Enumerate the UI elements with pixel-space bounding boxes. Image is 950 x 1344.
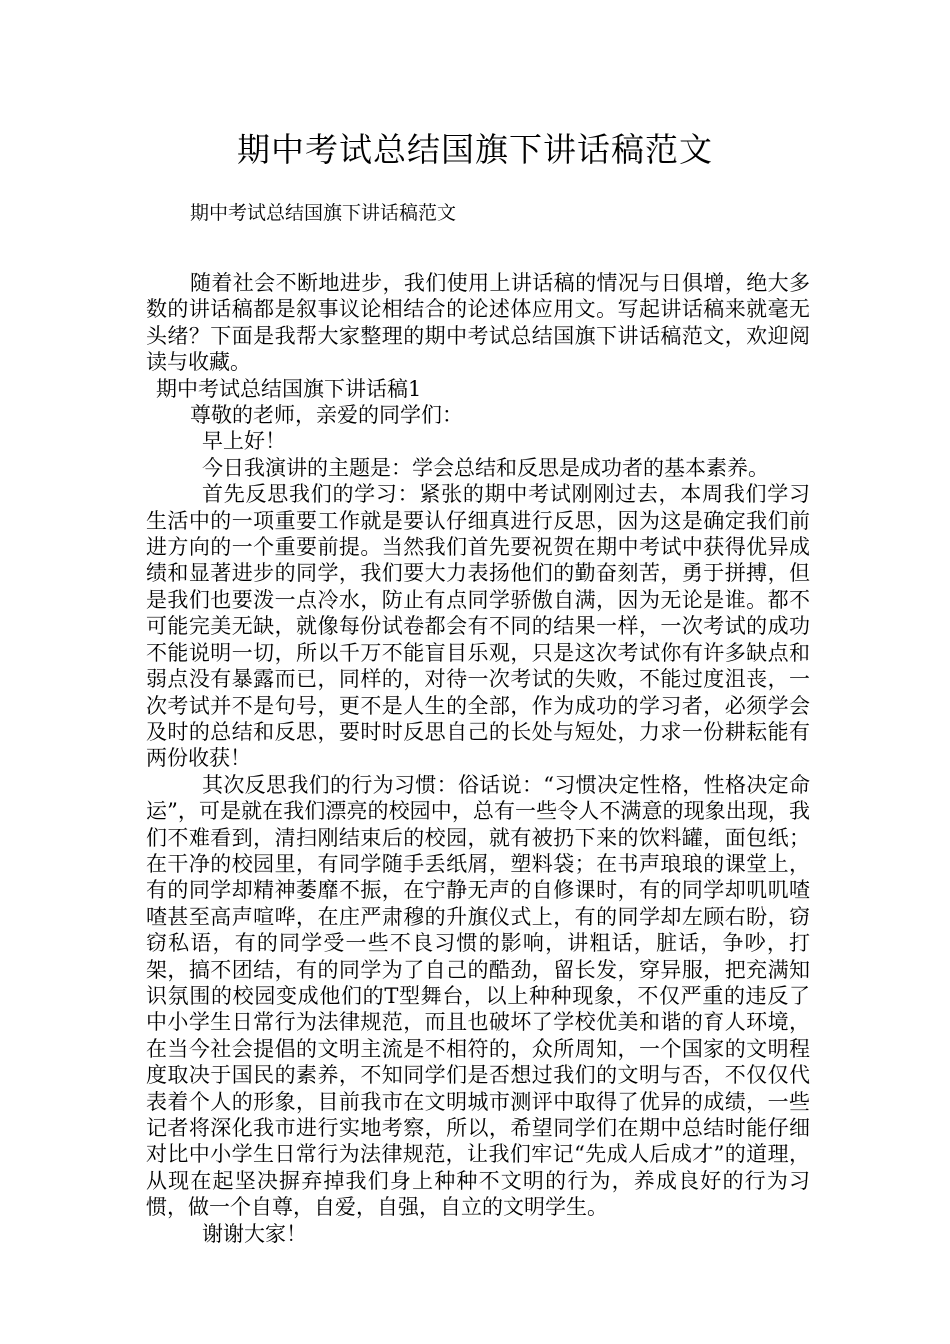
document-title: 期中考试总结国旗下讲话稿范文 [237,130,713,169]
salutation: 尊敬的老师，亲爱的同学们： [190,403,463,428]
closing-line: 谢谢大家！ [202,1221,307,1246]
body-paragraph-habits: 其次反思我们的行为习惯：俗话说：“习惯决定性格，性格决定命运”，可是就在我们漂亮的校园中，总有一些令人不满意的现象出现，我们不难看到，清扫刚结束后的校园，就有被扔下来的饮料罐，面包纸；在干净的校园里，有同学随手丢纸屑，塑料袋；在书声琅琅的课堂上，有的同学却精神萎靡不振，在宁静无声的自修课时，有的同学却叽叽喳喳甚至高声喧哗，在庄严肃穆的升旗仪式上，有的同学却左顾右盼，窃窃私语，有的同学受一些不良习惯的影响，讲粗话，脏话，争吵，打架，搞不团结，有的同学为了自己的酷劲，留长发，穿异服，把充满知识氛围的校园变成他们的T型舞台，以上种种现象，不仅严重的违反了中小学生日常行为法律规范，而且也破坏了学校优美和谐的育人环境，在当今社会提倡的文明主流是不相符的，众所周知，一个国家的文明程度取决于国民的素养，不知同学们是否想过我们的文明与否，不仅仅代表着个人的形象，目前我市在文明城市测评中取得了优异的成绩，一些记者将深化我市进行实地考察，所以，希望同学们在期中总结时能仔细对比中小学生日常行为法律规范，让我们牢记“先成人后成才”的道理，从现在起坚决摒弃掉我们身上种种不文明的行为，养成良好的行为习惯，做一个自尊，自爱，自强，自立的文明学生。 [146,772,810,1220]
section-heading: 期中考试总结国旗下讲话稿1 [156,376,422,401]
theme-paragraph: 今日我演讲的主题是：学会总结和反思是成功者的基本素养。 [202,455,769,480]
document-subtitle: 期中考试总结国旗下讲话稿范文 [190,202,457,224]
greeting: 早上好！ [202,429,286,454]
document-body [146,270,810,1247]
intro-paragraph: 随着社会不断地进步，我们使用上讲话稿的情况与日俱增，绝大多数的讲话稿都是叙事议论相结合的论述体应用文。写起讲话稿来就毫无头绪？下面是我帮大家整理的期中考试总结国旗下讲话稿范文，欢迎阅读与收藏。 [146,271,810,375]
body-paragraph-study: 首先反思我们的学习：紧张的期中考试刚刚过去，本周我们学习生活中的一项重要工作就是要认仔细真进行反思，因为这是确定我们前进方向的一个重要前提。当然我们首先要祝贺在期中考试中获得优异成绩和显著进步的同学，我们要大力表扬他们的勤奋刻苦，勇于拼搏，但是我们也要泼一点冷水，防止有点同学骄傲自满，因为无论是谁。都不可能完美无缺，就像每份试卷都会有不同的结果一样，一次考试的成功不能说明一切，所以千万不能盲目乐观，只是这次考试你有许多缺点和弱点没有暴露而已，同样的，对待一次考试的失败，不能过度沮丧，一次考试并不是句号，更不是人生的全部，作为成功的学习者，必须学会及时的总结和反思，要时时反思自己的长处与短处，力求一份耕耘能有两份收获！ [146,482,810,771]
